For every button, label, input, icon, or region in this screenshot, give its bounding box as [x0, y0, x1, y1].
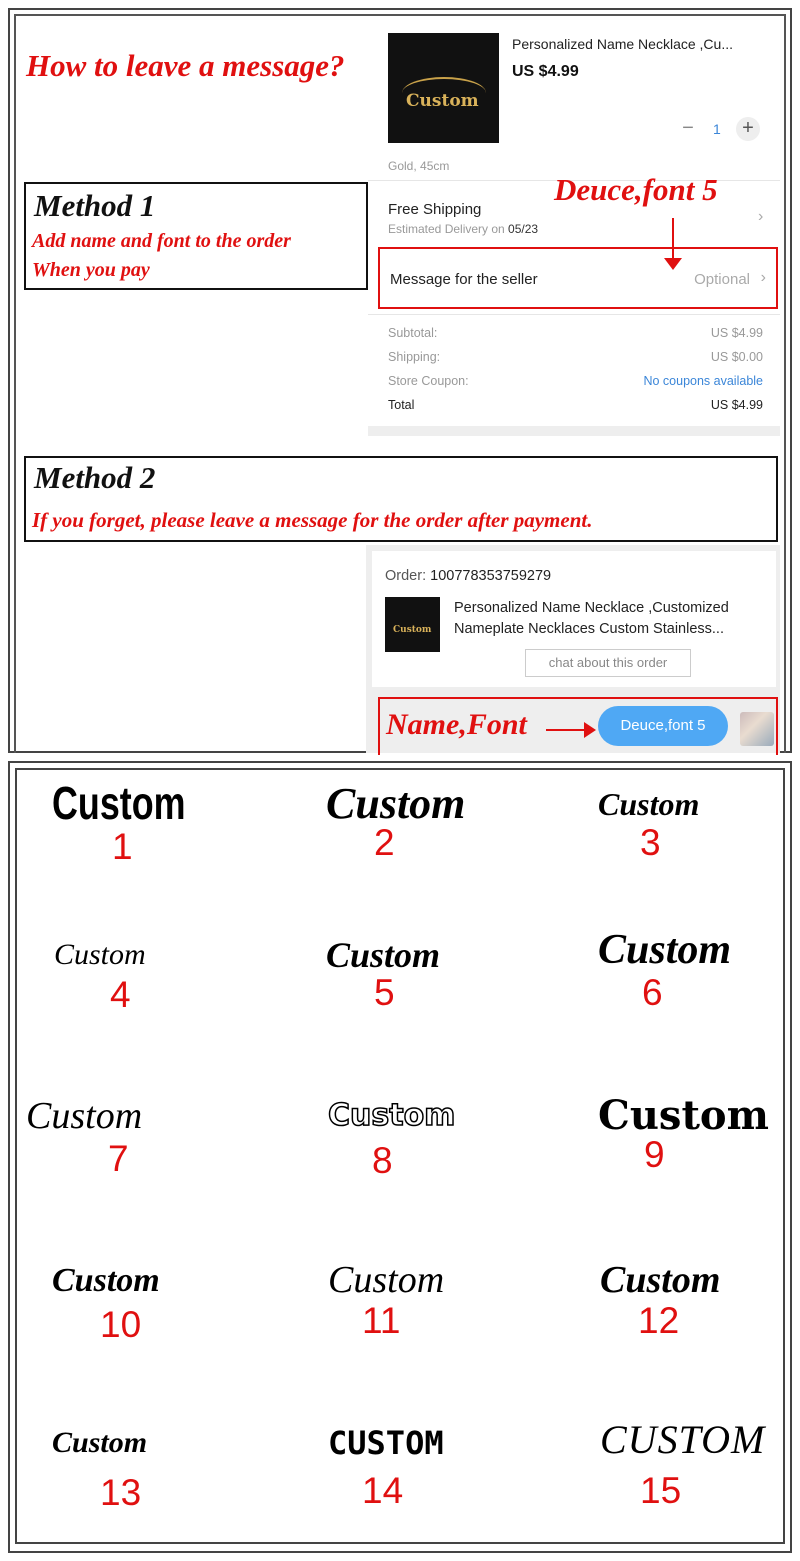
font-sample-14: CUSTOM	[328, 1424, 444, 1462]
font-sample-1: Custom	[52, 777, 186, 829]
product-title[interactable]: Personalized Name Necklace ,Cu...	[512, 36, 733, 52]
product-thumbnail	[388, 33, 499, 143]
font-number-12: 12	[638, 1300, 680, 1341]
order-label: Order:	[385, 568, 431, 584]
eta-date: 05/23	[508, 222, 539, 236]
eta-prefix: Estimated Delivery on	[388, 222, 509, 236]
method-1-box	[24, 182, 368, 290]
coupon-value[interactable]: No coupons available	[643, 374, 763, 388]
method-2-box	[24, 456, 778, 542]
method-1-title: Method 1	[34, 188, 156, 223]
method-2-title: Method 2	[34, 460, 156, 495]
increase-button[interactable]: +	[736, 117, 760, 141]
total-label: Total	[388, 398, 415, 412]
order-number	[385, 568, 551, 584]
chat-bubble: Deuce,font 5	[598, 706, 728, 746]
shipping-label[interactable]: Free Shipping	[388, 201, 482, 218]
panel-footer-strip	[368, 426, 780, 436]
total-value: US $4.99	[710, 398, 763, 412]
decrease-button[interactable]: −	[676, 117, 700, 141]
method-1-line-2: When you pay	[32, 259, 150, 281]
font-sample-13: Custom	[52, 1426, 148, 1459]
chevron-right-icon: ›	[760, 269, 766, 286]
how-to-heading: How to leave a message?	[26, 48, 345, 83]
shipping-cost-value: US $0.00	[710, 350, 763, 364]
font-number-8: 8	[372, 1140, 393, 1181]
font-number-14: 14	[362, 1470, 404, 1511]
font-sample-8: Custom	[328, 1098, 456, 1133]
font-number-2: 2	[374, 822, 395, 863]
font-number-5: 5	[374, 972, 395, 1013]
order-thumbnail[interactable]	[385, 597, 440, 652]
method-1-line-1: Add name and font to the order	[32, 230, 291, 252]
font-number-1: 1	[112, 826, 133, 867]
arrow-right-head-icon	[584, 722, 596, 738]
product-variant: Gold, 45cm	[388, 159, 450, 173]
font-number-15: 15	[640, 1470, 682, 1511]
message-placeholder[interactable]: Optional	[694, 271, 750, 288]
subtotal-label: Subtotal:	[388, 326, 438, 340]
product-price: US $4.99	[512, 63, 579, 80]
font-sample-3: Custom	[598, 786, 700, 822]
order-nameplate: Custom	[393, 625, 432, 635]
quantity-value: 1	[713, 121, 721, 137]
font-sample-11: Custom	[328, 1259, 445, 1301]
font-sample-4: Custom	[54, 938, 146, 971]
annotation-name-font: Name,Font	[386, 708, 527, 741]
font-number-11: 11	[362, 1300, 401, 1341]
chat-about-order-button[interactable]: chat about this order	[525, 649, 691, 677]
delivery-estimate	[388, 222, 538, 236]
font-number-10: 10	[100, 1304, 142, 1345]
quantity-stepper	[676, 117, 766, 143]
avatar	[740, 712, 774, 746]
method-2-line-1: If you forget, please leave a message for the order after payment.	[32, 508, 593, 532]
necklace-nameplate: Custom	[406, 91, 479, 111]
font-sample-2: Custom	[326, 779, 466, 828]
font-number-13: 13	[100, 1472, 142, 1513]
font-sample-10: Custom	[52, 1262, 160, 1299]
font-number-3: 3	[640, 822, 661, 863]
shipping-cost-label: Shipping:	[388, 350, 441, 364]
message-for-seller-row[interactable]	[378, 247, 778, 309]
font-sample-5: Custom	[326, 935, 441, 975]
font-number-4: 4	[110, 974, 131, 1015]
font-sample-12: Custom	[600, 1259, 721, 1301]
font-sample-7: Custom	[26, 1095, 143, 1137]
annotation-deuce: Deuce,font 5	[554, 172, 718, 207]
message-label: Message for the seller	[390, 271, 538, 288]
font-sample-6: Custom	[598, 927, 732, 973]
order-product-title[interactable]: Personalized Name Necklace ,Customized Nameplate Necklaces Custom Stainless...	[454, 600, 729, 637]
chevron-right-icon[interactable]: ›	[758, 208, 764, 225]
subtotal-value: US $4.99	[710, 326, 763, 340]
order-number-value: 100778353759279	[430, 568, 552, 584]
coupon-label: Store Coupon:	[388, 374, 469, 388]
font-number-9: 9	[644, 1134, 665, 1175]
divider	[368, 314, 780, 315]
font-sample-15: CUSTOM	[600, 1417, 766, 1462]
font-sample-9: Custom	[598, 1092, 769, 1139]
font-number-7: 7	[108, 1138, 129, 1179]
arrow-right-icon	[546, 729, 588, 731]
font-number-6: 6	[642, 972, 663, 1013]
